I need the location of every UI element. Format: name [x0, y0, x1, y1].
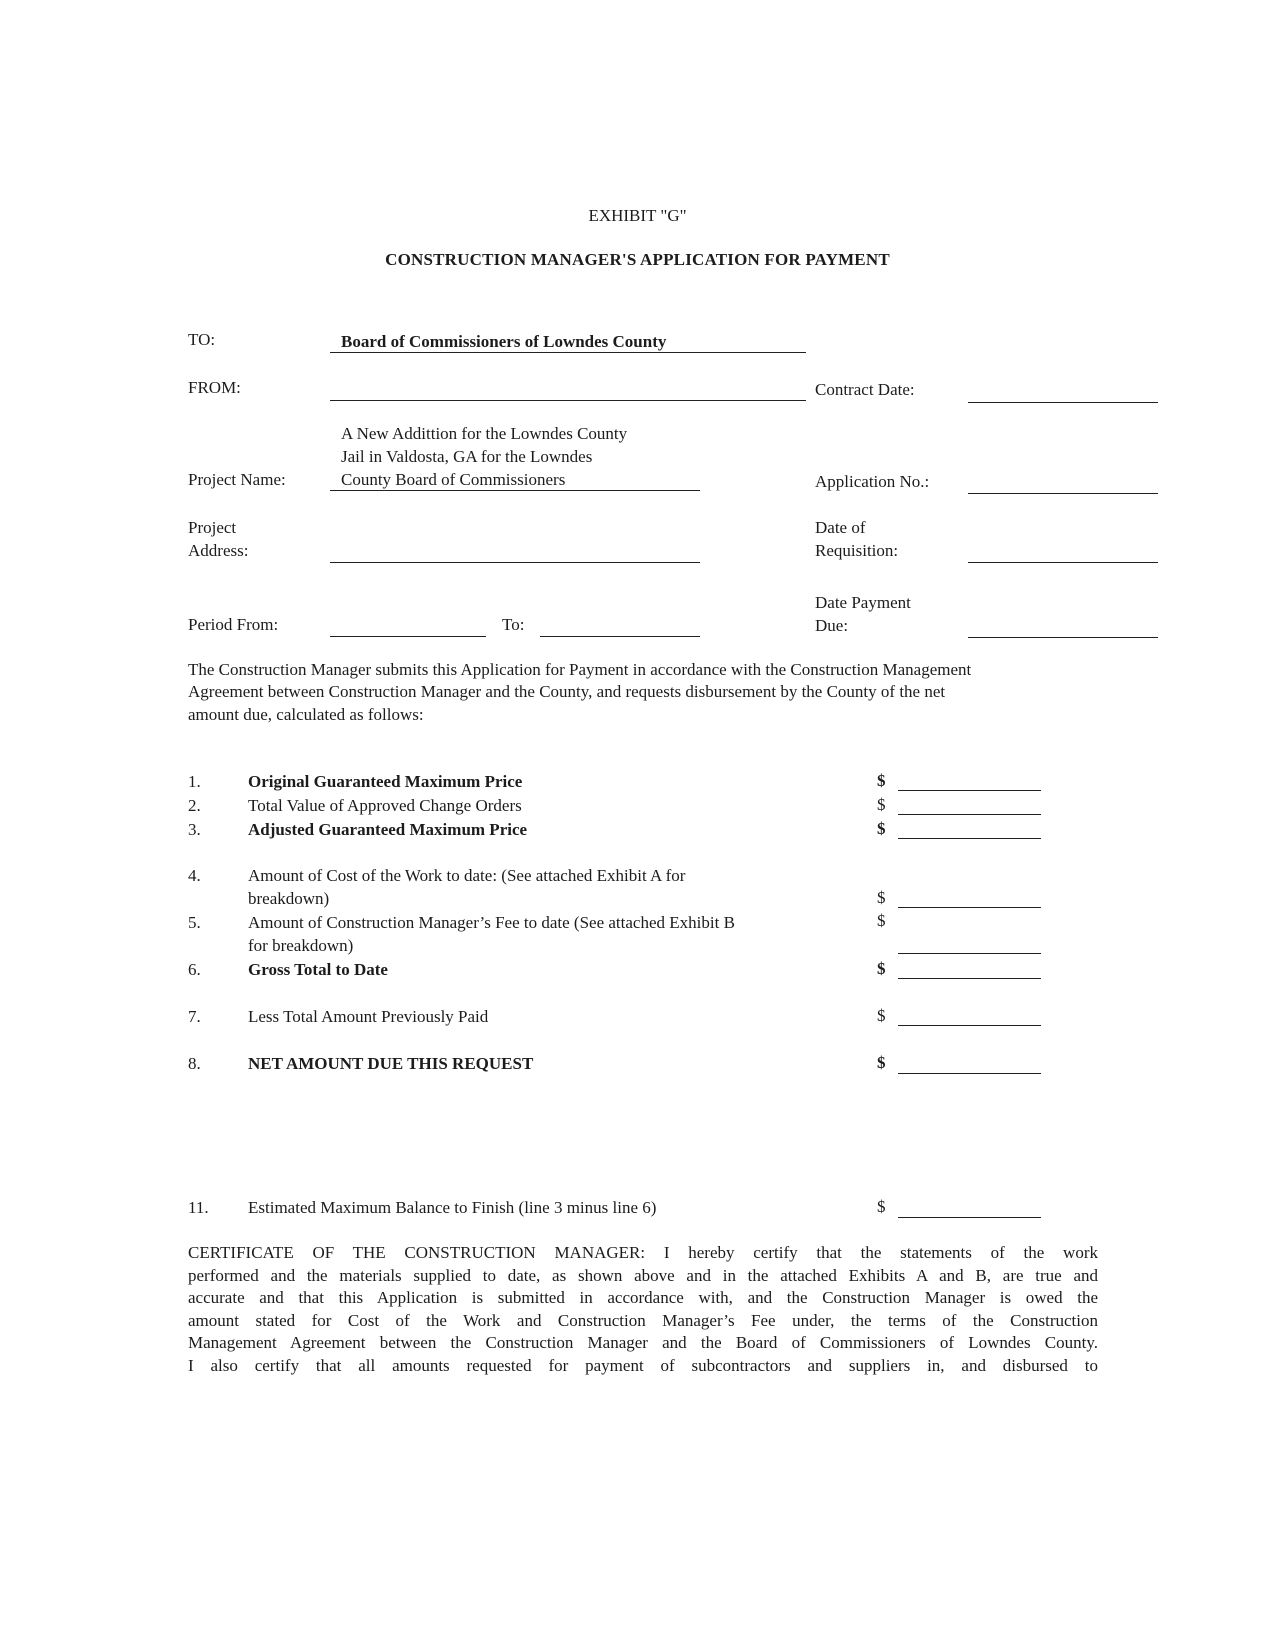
item-8-amount-field[interactable] [898, 1073, 1041, 1074]
period-from-field[interactable] [330, 636, 486, 637]
item-2-amount-field[interactable] [898, 814, 1041, 815]
item-6-currency: $ [877, 959, 886, 978]
item-2-number: 2. [188, 796, 201, 815]
exhibit-label: EXHIBIT "G" [588, 206, 687, 225]
item-8-number: 8. [188, 1054, 201, 1073]
item-1-amount-field[interactable] [898, 790, 1041, 791]
application-no-field[interactable] [968, 493, 1158, 494]
item-11-number: 11. [188, 1198, 209, 1217]
item-5-label-2: for breakdown) [248, 936, 354, 955]
item-7-currency: $ [877, 1006, 886, 1025]
item-8-currency: $ [877, 1053, 886, 1072]
item-7-amount-field[interactable] [898, 1025, 1041, 1026]
project-name-line-1: A New Addittion for the Lowndes County [341, 424, 628, 443]
item-8-label: NET AMOUNT DUE THIS REQUEST [248, 1054, 534, 1073]
item-4-label-2: breakdown) [248, 889, 330, 908]
item-5-amount-field[interactable] [898, 953, 1041, 954]
intro-line-2: Agreement between Construction Manager and the County, and requests disbursement by the County of the net [188, 682, 946, 701]
contract-date-label: Contract Date: [815, 380, 915, 399]
to-value: Board of Commissioners of Lowndes County [341, 332, 667, 351]
date-of-requisition-label-2: Requisition: [815, 541, 899, 560]
application-no-label: Application No.: [815, 472, 930, 491]
date-payment-due-label-1: Date Payment [815, 593, 911, 612]
period-to-label: To: [502, 615, 525, 634]
item-4-amount-field[interactable] [898, 907, 1041, 908]
period-from-label: Period From: [188, 615, 279, 634]
item-1-currency: $ [877, 771, 886, 790]
project-name-line-3: County Board of Commissioners [341, 470, 566, 489]
project-address-label-2: Address: [188, 541, 249, 560]
item-2-label: Total Value of Approved Change Orders [248, 796, 522, 815]
item-5-label-1: Amount of Construction Manager’s Fee to date (See attached Exhibit B [248, 913, 735, 932]
item-3-currency: $ [877, 819, 886, 838]
certificate-line-1: CERTIFICATE OF THE CONSTRUCTION MANAGER: I hereby certify that the statements of the work [188, 1243, 1098, 1262]
project-address-field[interactable] [330, 562, 700, 563]
certificate-line-5: Management Agreement between the Construction Manager and the Board of Commissioners of Lowndes County. [188, 1333, 1098, 1352]
from-field[interactable] [330, 400, 806, 401]
to-field[interactable] [330, 352, 806, 353]
date-payment-due-label-2: Due: [815, 616, 849, 635]
certificate-line-3: accurate and that this Application is submitted in accordance with, and the Construction Manager is owed the [188, 1288, 1098, 1307]
date-of-requisition-field[interactable] [968, 562, 1158, 563]
item-7-number: 7. [188, 1007, 201, 1026]
item-5-number: 5. [188, 913, 201, 932]
item-4-currency: $ [877, 888, 886, 907]
item-4-number: 4. [188, 866, 201, 885]
certificate-paragraph [188, 1242, 1098, 1377]
intro-line-1: The Construction Manager submits this Application for Payment in accordance with the Construction Management [188, 660, 972, 679]
item-3-label: Adjusted Guaranteed Maximum Price [248, 820, 528, 839]
contract-date-field[interactable] [968, 402, 1158, 403]
item-4-label-1: Amount of Cost of the Work to date: (See attached Exhibit A for [248, 866, 686, 885]
date-payment-due-field[interactable] [968, 637, 1158, 638]
from-label: FROM: [188, 378, 241, 397]
item-2-currency: $ [877, 795, 886, 814]
item-1-label: Original Guaranteed Maximum Price [248, 772, 523, 791]
project-name-line-2: Jail in Valdosta, GA for the Lowndes [341, 447, 593, 466]
item-5-currency: $ [877, 911, 886, 930]
item-11-currency: $ [877, 1197, 886, 1216]
item-3-amount-field[interactable] [898, 838, 1041, 839]
item-11-amount-field[interactable] [898, 1217, 1041, 1218]
date-of-requisition-label-1: Date of [815, 518, 866, 537]
item-6-label: Gross Total to Date [248, 960, 388, 979]
item-6-amount-field[interactable] [898, 978, 1041, 979]
page-title: CONSTRUCTION MANAGER'S APPLICATION FOR PAYMENT [385, 250, 890, 269]
project-name-label: Project Name: [188, 470, 286, 489]
project-name-field[interactable] [330, 490, 700, 491]
intro-line-3: amount due, calculated as follows: [188, 705, 424, 724]
certificate-line-6: I also certify that all amounts requested for payment of subcontractors and suppliers in, and disbursed to [188, 1355, 1098, 1375]
item-7-label: Less Total Amount Previously Paid [248, 1007, 489, 1026]
item-3-number: 3. [188, 820, 201, 839]
item-6-number: 6. [188, 960, 201, 979]
item-11-label: Estimated Maximum Balance to Finish (line 3 minus line 6) [248, 1198, 657, 1217]
project-address-label-1: Project [188, 518, 237, 537]
to-label: TO: [188, 330, 216, 349]
certificate-line-4: amount stated for Cost of the Work and Construction Manager’s Fee under, the terms of the Construction [188, 1310, 1098, 1330]
item-1-number: 1. [188, 772, 201, 791]
certificate-line-2: performed and the materials supplied to date, as shown above and in the attached Exhibits A and B, are true and [188, 1265, 1098, 1285]
period-to-field[interactable] [540, 636, 700, 637]
